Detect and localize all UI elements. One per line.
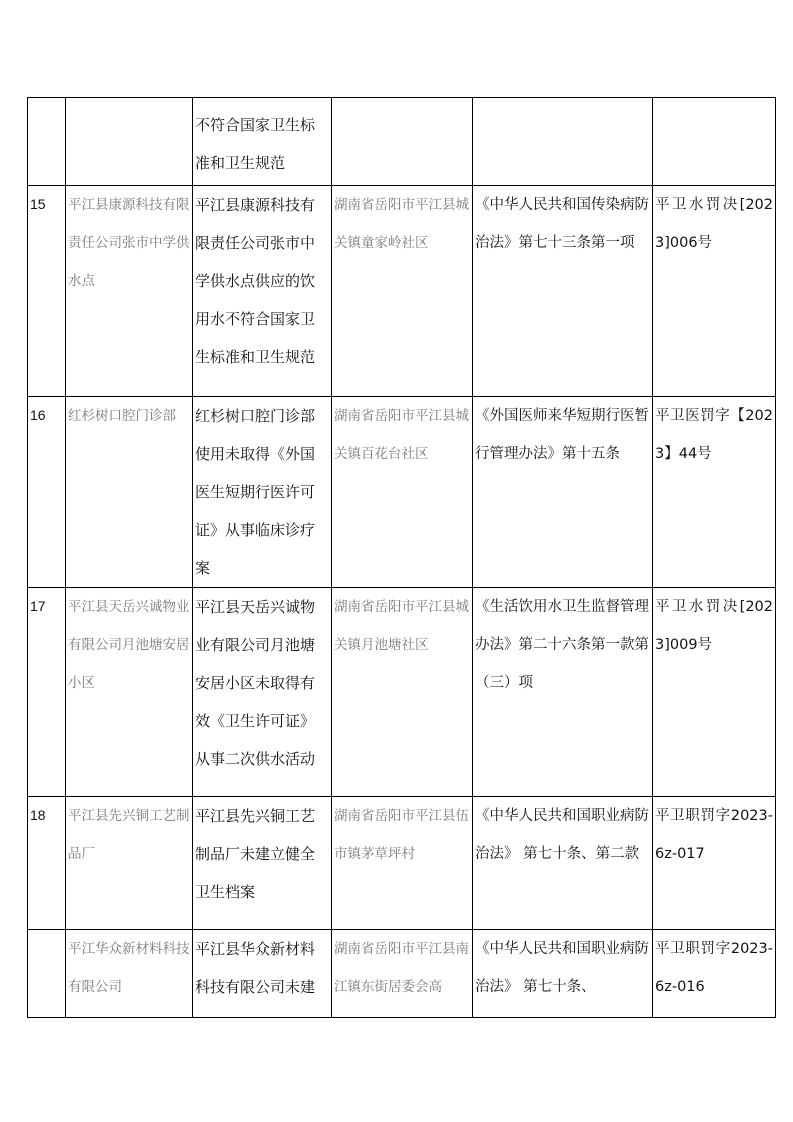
address: 湖南省岳阳市平江县伍市镇茅草坪村 [332,797,473,930]
table-row [28,397,776,588]
row-number [28,930,66,1018]
entity-name: 平江华众新材料科技有限公司 [66,930,193,1018]
document-number: 平卫医罚字【2023】44号 [653,397,776,588]
document-number: 平卫职罚字2023-6z-017 [653,797,776,930]
table-row [28,588,776,797]
violation-text: 平江县康源科技有限责任公司张市中学供水点供应的饮用水不符合国家卫生标准和卫生规范 [193,186,332,397]
document-number [653,98,776,186]
entity-name: 平江县康源科技有限责任公司张市中学供水点 [66,186,193,397]
entity-name: 平江县先兴铜工艺制品厂 [66,797,193,930]
table-row [28,797,776,930]
entity-name: 平江县天岳兴诚物业有限公司月池塘安居小区 [66,588,193,797]
legal-basis: 《中华人民共和国职业病防治法》 第七十条、第二款 [473,797,653,930]
penalty-table [27,97,776,1018]
entity-name: 红杉树口腔门诊部 [66,397,193,588]
violation-text: 红杉树口腔门诊部使用未取得《外国医生短期行医许可证》从事临床诊疗案 [193,397,332,588]
document-number: 平卫职罚字2023-6z-016 [653,930,776,1018]
table-row [28,186,776,397]
row-number: 18 [28,797,66,930]
legal-basis: 《外国医师来华短期行医暂行管理办法》第十五条 [473,397,653,588]
legal-basis: 《生活饮用水卫生监督管理办法》第二十六条第一款第（三）项 [473,588,653,797]
entity-name [66,98,193,186]
row-number: 16 [28,397,66,588]
document-number: 平卫水罚决[2023]006号 [653,186,776,397]
row-number: 17 [28,588,66,797]
row-number: 15 [28,186,66,397]
table-row [28,98,776,186]
address: 湖南省岳阳市平江县城关镇百花台社区 [332,397,473,588]
document-number: 平卫水罚决[2023]009号 [653,588,776,797]
legal-basis: 《中华人民共和国传染病防治法》第七十三条第一项 [473,186,653,397]
address [332,98,473,186]
address: 湖南省岳阳市平江县城关镇童家岭社区 [332,186,473,397]
violation-text: 不符合国家卫生标准和卫生规范 [193,98,332,186]
legal-basis [473,98,653,186]
violation-text: 平江县天岳兴诚物业有限公司月池塘安居小区未取得有效《卫生许可证》从事二次供水活动 [193,588,332,797]
legal-basis: 《中华人民共和国职业病防治法》 第七十条、 [473,930,653,1018]
violation-text: 平江县华众新材料科技有限公司未建 [193,930,332,1018]
row-number [28,98,66,186]
address: 湖南省岳阳市平江县城关镇月池塘社区 [332,588,473,797]
violation-text: 平江县先兴铜工艺制品厂未建立健全卫生档案 [193,797,332,930]
address: 湖南省岳阳市平江县南江镇东街居委会高 [332,930,473,1018]
table-row [28,930,776,1018]
